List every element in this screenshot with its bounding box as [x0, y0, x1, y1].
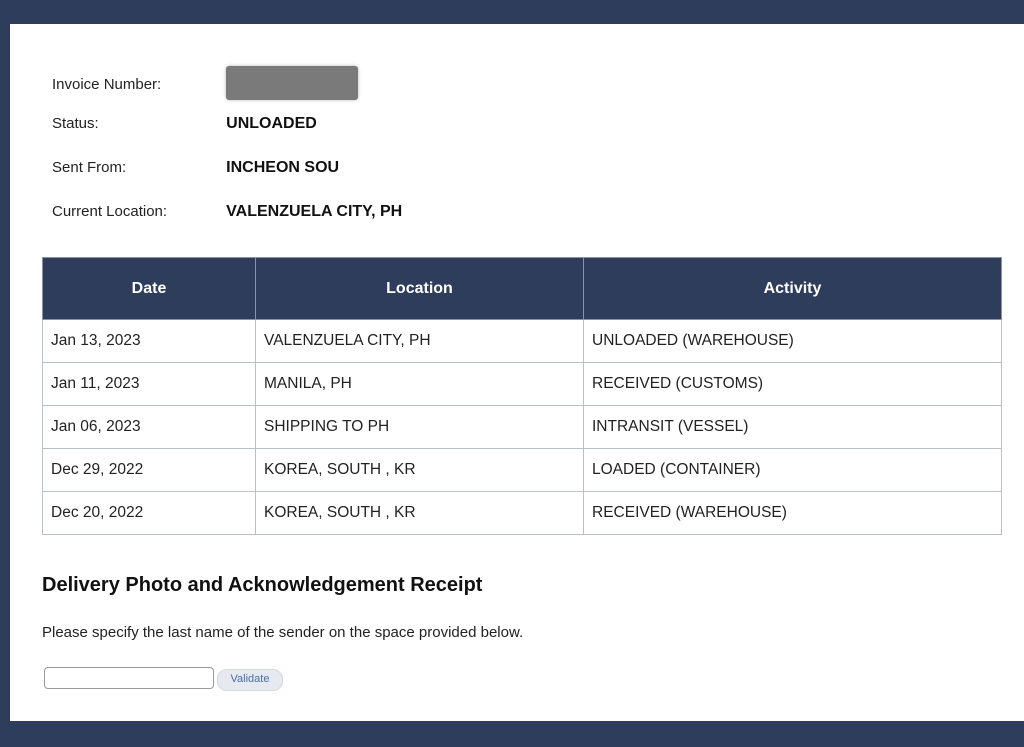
cell-date: Jan 11, 2023 [43, 363, 256, 406]
sent-from-value: INCHEON SOU [226, 159, 340, 176]
cell-location: KOREA, SOUTH , KR [256, 449, 584, 492]
cell-location: SHIPPING TO PH [256, 406, 584, 449]
delivery-instruction: Please specify the last name of the sender on the space provided below. [42, 624, 524, 641]
table-row [43, 406, 1002, 449]
tracking-panel [10, 24, 1024, 721]
cell-location: MANILA, PH [256, 363, 584, 406]
cell-date: Jan 06, 2023 [43, 406, 256, 449]
table-row [43, 363, 1002, 406]
cell-date: Jan 13, 2023 [43, 320, 256, 363]
column-header-activity: Activity [584, 258, 1002, 320]
cell-location: VALENZUELA CITY, PH [256, 320, 584, 363]
cell-date: Dec 29, 2022 [43, 449, 256, 492]
sender-last-name-input[interactable] [44, 667, 214, 689]
table-row [43, 320, 1002, 363]
column-header-date: Date [43, 258, 256, 320]
validate-button[interactable]: Validate [217, 669, 283, 691]
status-label: Status: [52, 115, 99, 132]
status-row [52, 115, 317, 133]
invoice-number-label: Invoice Number: [52, 75, 162, 93]
cell-activity: INTRANSIT (VESSEL) [584, 406, 1002, 449]
current-location-label: Current Location: [52, 203, 168, 220]
column-header-location: Location [256, 258, 584, 320]
sent-from-row [52, 159, 339, 177]
cell-activity: UNLOADED (WAREHOUSE) [584, 320, 1002, 363]
delivery-section-title: Delivery Photo and Acknowledgement Receipt [42, 574, 483, 596]
cell-activity: RECEIVED (WAREHOUSE) [584, 492, 1002, 535]
cell-date: Dec 20, 2022 [43, 492, 256, 535]
table-row [43, 449, 1002, 492]
cell-location: KOREA, SOUTH , KR [256, 492, 584, 535]
status-value: UNLOADED [226, 115, 317, 132]
current-location-row [52, 203, 402, 221]
sent-from-label: Sent From: [52, 159, 127, 176]
invoice-number-redacted [226, 66, 358, 100]
table-header-row [43, 258, 1002, 320]
tracking-history-table [42, 257, 1002, 535]
cell-activity: RECEIVED (CUSTOMS) [584, 363, 1002, 406]
current-location-value: VALENZUELA CITY, PH [226, 203, 403, 220]
invoice-number-row [52, 68, 358, 102]
table-row [43, 492, 1002, 535]
cell-activity: LOADED (CONTAINER) [584, 449, 1002, 492]
